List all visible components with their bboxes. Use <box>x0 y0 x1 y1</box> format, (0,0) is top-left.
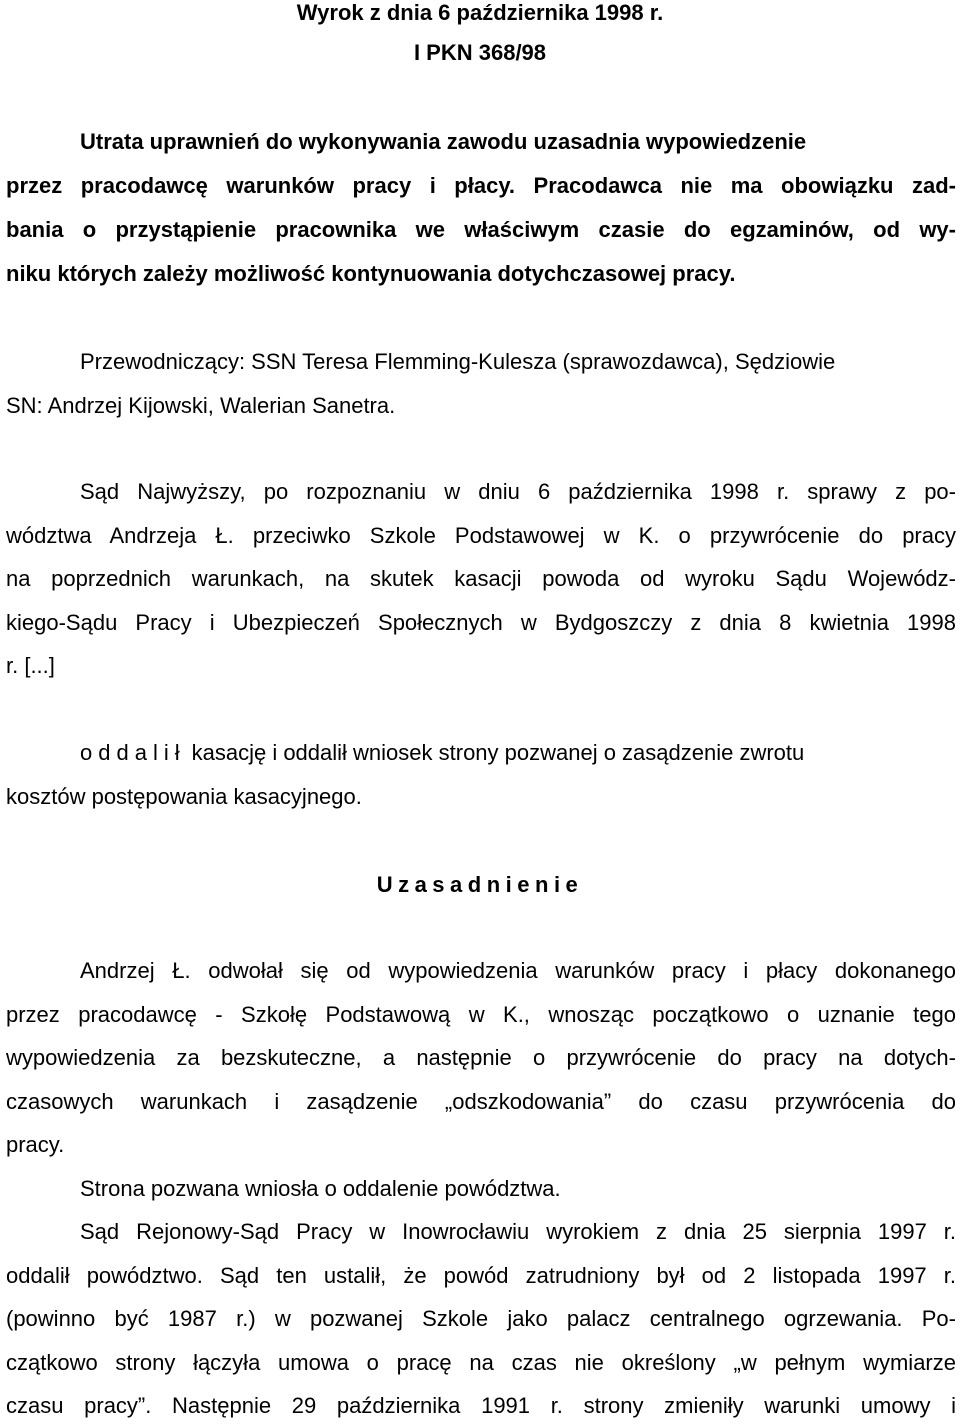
justification-line: (powinno być 1987 r.) w pozwanej Szkole jako palacz centralnego ogrzewania. Po- <box>6 1306 956 1331</box>
justification-line: Andrzej Ł. odwołał się od wypowiedzenia warunków pracy i płacy dokonanego <box>80 958 956 983</box>
ruling-verb: oddalił <box>80 740 186 765</box>
justification-line: Sąd Rejonowy-Sąd Pracy w Inowrocławiu wyrokiem z dnia 25 sierpnia 1997 r. <box>80 1219 956 1244</box>
ruling-block <box>6 731 956 818</box>
intro-block <box>6 470 956 688</box>
composition-line: SN: Andrzej Kijowski, Walerian Sanetra. <box>6 392 396 418</box>
justification-line: wypowiedzenia za bezskuteczne, a następnie o przywrócenie do pracy na dotych- <box>6 1045 956 1070</box>
justification-line: Strona pozwana wniosła o oddalenie powództwa. <box>80 1175 561 1201</box>
justification-line: czątkowo strony łączyła umowa o pracę na czas nie określony „w pełnym wymiarze <box>6 1349 956 1375</box>
thesis-line: bania o przystąpienie pracownika we właściwym czasie do egzaminów, od wy- <box>6 217 956 242</box>
intro-line: wództwa Andrzeja Ł. przeciwko Szkole Podstawowej w K. o przywrócenie do pracy <box>6 522 956 548</box>
thesis-line: przez pracodawcę warunków pracy i płacy. Pracodawca nie ma obowiązku zad- <box>6 173 956 198</box>
intro-line: r. [...] <box>6 653 55 678</box>
thesis-block <box>6 120 956 296</box>
justification-line: czasowych warunkach i zasądzenie „odszkodowania” do czasu przywrócenia do <box>6 1088 956 1114</box>
composition-line: Przewodniczący: SSN Teresa Flemming-Kulesza (sprawozdawca), Sędziowie <box>80 349 836 374</box>
justification-heading: Uzasadnienie <box>376 872 584 897</box>
justification-line: czasu pracy”. Następnie 29 października 1991 r. strony zmieniły warunki umowy i <box>6 1393 956 1418</box>
case-number: I PKN 368/98 <box>413 40 547 65</box>
judgment-title: Wyrok z dnia 6 października 1998 r. <box>296 0 664 25</box>
intro-line: na poprzednich warunkach, na skutek kasacji powoda od wyroku Sądu Wojewódz- <box>6 566 956 591</box>
ruling-rest: kasację i oddalił wniosek strony pozwanej o zasądzenie zwrotu <box>191 740 805 765</box>
justification-line: pracy. <box>6 1132 65 1157</box>
intro-line: Sąd Najwyższy, po rozpoznaniu w dniu 6 października 1998 r. sprawy z po- <box>80 479 956 504</box>
justification-block <box>6 949 956 1428</box>
intro-line: kiego-Sądu Pracy i Ubezpieczeń Społecznych w Bydgoszczy z dnia 8 kwietnia 1998 <box>6 609 956 635</box>
thesis-line: Utrata uprawnień do wykonywania zawodu uzasadnia wypowiedzenie <box>80 129 807 154</box>
justification-line: przez pracodawcę - Szkołę Podstawową w K., wnosząc początkowo o uznanie tego <box>6 1001 956 1027</box>
thesis-line: niku których zależy możliwość kontynuowania dotychczasowej pracy. <box>6 261 736 286</box>
justification-line: oddalił powództwo. Sąd ten ustalił, że powód zatrudniony był od 2 listopada 1997 r. <box>6 1262 956 1288</box>
ruling-line: kosztów postępowania kasacyjnego. <box>6 783 362 809</box>
ruling-line <box>6 731 956 775</box>
composition-block <box>6 340 956 427</box>
